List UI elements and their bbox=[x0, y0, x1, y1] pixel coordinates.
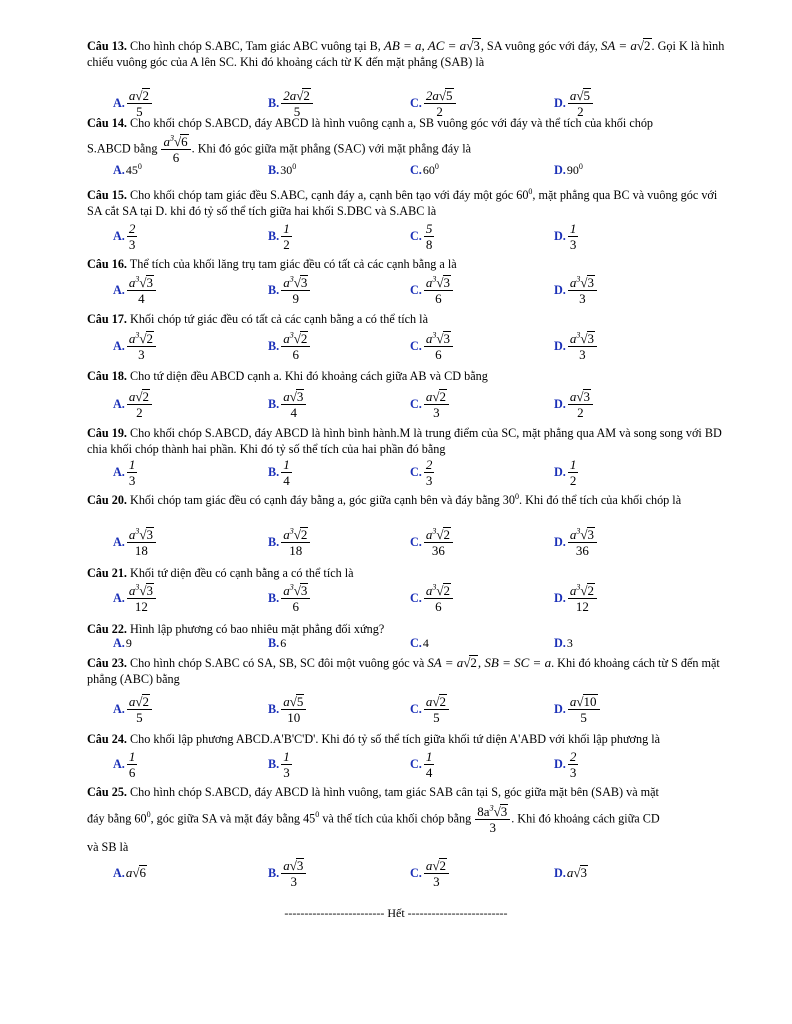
option-d bbox=[554, 582, 598, 614]
option-label: D. bbox=[554, 162, 566, 177]
option-label: D. bbox=[554, 282, 566, 297]
option-a bbox=[113, 220, 138, 252]
option-c bbox=[410, 526, 454, 558]
option-a: A. 9 bbox=[113, 635, 132, 650]
option-label: B. bbox=[268, 228, 280, 243]
fraction: $\frac{a√2}{3}$ bbox=[424, 389, 449, 420]
question-20: Câu 20. Khối chóp tam giác đều có cạnh đáy bằng a, góc giữa cạnh bên và đáy bằng $30^0$. Khi đó thể tích của khối chóp là bbox=[87, 491, 682, 507]
question-25-line3: và SB là bbox=[87, 840, 129, 854]
fraction: $\frac{a√2}{5}$ bbox=[424, 694, 449, 725]
option-c bbox=[410, 330, 454, 362]
option-d bbox=[554, 526, 598, 558]
question-25: Câu 25. Cho hình chóp S.ABCD, đáy ABCD là hình vuông, tam giác SAB cân tại S, góc giữa mặt bên (SAB) và mặt bbox=[87, 785, 659, 799]
option-label: D. bbox=[554, 701, 566, 716]
option-label: C. bbox=[410, 701, 422, 716]
question-14-line2: S.ABCD bằng $\frac{a^3√6}{6}$ . Khi đó góc giữa mặt phẳng (SAC) với mặt phẳng đáy là bbox=[87, 133, 472, 165]
option-b bbox=[268, 526, 311, 558]
fraction: $\frac{1}{2}$ bbox=[569, 456, 577, 488]
fraction: $\frac{2a√5}{2}$ bbox=[424, 88, 456, 119]
option-b bbox=[268, 748, 293, 780]
option-label: D. bbox=[554, 464, 566, 479]
option-a bbox=[113, 582, 157, 614]
question-16: Câu 16. Thể tích của khối lăng trụ tam giác đều có tất cả các cạnh bằng a là bbox=[87, 257, 457, 271]
option-label: C. bbox=[410, 228, 422, 243]
fraction: $\frac{1}{6}$ bbox=[128, 748, 136, 780]
fraction: $\frac{a√3}{4}$ bbox=[281, 389, 306, 420]
fraction: $\frac{a√5}{2}$ bbox=[568, 88, 593, 119]
question-13: Câu 13. Cho hình chóp S.ABC, Tam giác ABC vuông tại B, AB = a, AC = a√3, SA vuông góc với đáy, SA = a√2. Gọi K là hình chiếu vuông góc của A lên SC. Khi đó khoảng cách từ K đến mặt phẳng (SAB) là bbox=[87, 38, 725, 69]
option-label: C. bbox=[410, 396, 422, 411]
option-label: B. bbox=[268, 95, 280, 110]
option-label: B. bbox=[268, 635, 280, 650]
option-label: A. bbox=[113, 865, 125, 880]
option-label: C. bbox=[410, 865, 422, 880]
option-c bbox=[410, 220, 435, 252]
fraction: $\frac{2}{3}$ bbox=[569, 748, 577, 780]
fraction: $\frac{1}{4}$ bbox=[425, 748, 433, 780]
option-label: A. bbox=[113, 534, 125, 549]
question-19: Câu 19. Cho khối chóp S.ABCD, đáy ABCD là hình bình hành.M là trung điểm của SC, mặt phẳng qua AM và song song với BD chia khối chóp thành hai phần. Khi đó tỷ số thể tích của hai phần đó bằng bbox=[87, 426, 722, 456]
option-label: D. bbox=[554, 635, 566, 650]
option-d: D. $90^0$ bbox=[554, 161, 583, 177]
option-label: B. bbox=[268, 865, 280, 880]
option-d: D. 3 bbox=[554, 635, 573, 650]
option-c bbox=[410, 748, 435, 780]
option-label: D. bbox=[554, 95, 566, 110]
option-label: C. bbox=[410, 534, 422, 549]
fraction: $\frac{a√5}{10}$ bbox=[281, 694, 306, 725]
option-label: A. bbox=[113, 635, 125, 650]
option-a bbox=[113, 388, 153, 420]
fraction: $\frac{a^3√3}{9}$ bbox=[281, 275, 310, 306]
option-c bbox=[410, 456, 435, 488]
fraction: $\frac{a^3√2}{12}$ bbox=[568, 583, 597, 614]
fraction: $\frac{a^3√3}{36}$ bbox=[568, 527, 597, 558]
option-label: D. bbox=[554, 396, 566, 411]
option-label: B. bbox=[268, 282, 280, 297]
option-label: B. bbox=[268, 396, 280, 411]
question-23: Câu 23. Cho hình chóp S.ABC có SA, SB, SC đôi một vuông góc và SA = a√2, SB = SC = a. Khi đó khoảng cách từ S đến mặt phẳng (ABC) bằng bbox=[87, 655, 720, 686]
option-label: C. bbox=[410, 282, 422, 297]
option-label: B. bbox=[268, 162, 280, 177]
fraction: $\frac{5}{8}$ bbox=[425, 220, 433, 252]
option-c bbox=[410, 857, 450, 889]
fraction: $\frac{a^3√2}{6}$ bbox=[281, 331, 310, 362]
fraction: $\frac{a√2}{3}$ bbox=[424, 858, 449, 889]
fraction: $\frac{2}{3}$ bbox=[425, 456, 433, 488]
fraction: $\frac{a^3√2}{36}$ bbox=[424, 527, 453, 558]
option-d bbox=[554, 388, 594, 420]
option-b bbox=[268, 220, 293, 252]
option-label: B. bbox=[268, 590, 280, 605]
option-d bbox=[554, 220, 579, 252]
option-label: C. bbox=[410, 635, 422, 650]
option-label: D. bbox=[554, 590, 566, 605]
fraction: $\frac{1}{3}$ bbox=[128, 456, 136, 488]
option-label: B. bbox=[268, 756, 280, 771]
footer-end: ------------------------- Hết ------------------------- bbox=[284, 906, 508, 920]
fraction: $\frac{a√3}{3}$ bbox=[281, 858, 306, 889]
question-14: Câu 14. Cho khối chóp S.ABCD, đáy ABCD là hình vuông cạnh a, SB vuông góc với đáy và thể tích của khối chóp bbox=[87, 116, 654, 130]
question-24: Câu 24. Cho khối lập phương ABCD.A'B'C'D'. Khi đó tỷ số thể tích giữa khối tứ diện A'ABD với khối lập phương là bbox=[87, 732, 661, 746]
fraction: $\frac{a^3√3}{18}$ bbox=[127, 527, 156, 558]
option-label: A. bbox=[113, 590, 125, 605]
fraction: $\frac{1}{4}$ bbox=[283, 456, 290, 488]
option-a: A. a√6 bbox=[113, 865, 146, 880]
option-label: D. bbox=[554, 338, 566, 353]
question-25-line2: đáy bằng $60^0$, góc giữa SA và mặt đáy bằng $45^0$ và thể tích của khối chóp bằng $\frac{8a^3√3}{3}$ . Khi đó khoảng cách giữa CD bbox=[87, 803, 660, 835]
option-d bbox=[554, 456, 579, 488]
option-label: A. bbox=[113, 396, 125, 411]
option-a bbox=[113, 456, 138, 488]
option-b: B. 6 bbox=[268, 635, 287, 650]
option-b bbox=[268, 693, 307, 725]
fraction: $\frac{a^3√3}{3}$ bbox=[568, 275, 597, 306]
option-b bbox=[268, 330, 311, 362]
option-b bbox=[268, 582, 311, 614]
option-b bbox=[268, 456, 293, 488]
option-label: A. bbox=[113, 282, 125, 297]
option-label: C. bbox=[410, 756, 422, 771]
fraction: $\frac{a^3√3}{6}$ bbox=[424, 331, 453, 362]
fraction: $\frac{a^3√3}{3}$ bbox=[568, 331, 597, 362]
fraction: $\frac{a^3√3}{4}$ bbox=[127, 275, 156, 306]
option-d bbox=[554, 693, 601, 725]
question-21: Câu 21. Khối tứ diện đều có cạnh bằng a có thể tích là bbox=[87, 566, 354, 580]
fraction: $\frac{a^3√3}{6}$ bbox=[424, 275, 453, 306]
fraction: $\frac{a^3√3}{6}$ bbox=[281, 583, 310, 614]
option-label: A. bbox=[113, 338, 125, 353]
question-17: Câu 17. Khối chóp tứ giác đều có tất cả các cạnh bằng a có thể tích là bbox=[87, 312, 428, 326]
option-label: B. bbox=[268, 338, 280, 353]
option-a bbox=[113, 748, 138, 780]
option-label: D. bbox=[554, 756, 566, 771]
option-a bbox=[113, 330, 157, 362]
fraction: $\frac{1}{3}$ bbox=[283, 748, 290, 780]
option-b: B. $30^0$ bbox=[268, 161, 297, 177]
option-d bbox=[554, 748, 579, 780]
option-c: C. 4 bbox=[410, 635, 429, 650]
question-22: Câu 22. Hình lập phương có bao nhiêu mặt phẳng đối xứng? bbox=[87, 622, 385, 636]
fraction: $\frac{1}{2}$ bbox=[283, 220, 290, 252]
option-label: C. bbox=[410, 162, 422, 177]
option-a bbox=[113, 526, 157, 558]
option-d bbox=[554, 330, 598, 362]
option-label: A. bbox=[113, 95, 125, 110]
fraction: $\frac{a√2}{5}$ bbox=[127, 88, 152, 119]
option-b bbox=[268, 388, 307, 420]
option-b bbox=[268, 857, 307, 889]
option-c bbox=[410, 388, 450, 420]
question-label: Câu 13. bbox=[87, 39, 127, 53]
option-c: C. $60^0$ bbox=[410, 161, 439, 177]
option-c bbox=[410, 274, 454, 306]
option-label: A. bbox=[113, 464, 125, 479]
option-d: D. a√3 bbox=[554, 865, 587, 880]
option-a: A. $45^0$ bbox=[113, 161, 142, 177]
option-label: A. bbox=[113, 162, 125, 177]
option-label: A. bbox=[113, 701, 125, 716]
fraction: $\frac{a^3√2}{3}$ bbox=[127, 331, 156, 362]
option-a bbox=[113, 274, 157, 306]
fraction: $\frac{a√3}{2}$ bbox=[568, 389, 593, 420]
option-label: D. bbox=[554, 865, 566, 880]
fraction: $\frac{a√10}{5}$ bbox=[568, 694, 600, 725]
option-label: B. bbox=[268, 701, 280, 716]
option-label: C. bbox=[410, 464, 422, 479]
option-c bbox=[410, 582, 454, 614]
option-label: A. bbox=[113, 756, 125, 771]
option-label: D. bbox=[554, 534, 566, 549]
fraction: $\frac{a√2}{2}$ bbox=[127, 389, 152, 420]
option-label: C. bbox=[410, 590, 422, 605]
option-label: B. bbox=[268, 464, 280, 479]
option-b bbox=[268, 274, 311, 306]
option-label: B. bbox=[268, 534, 280, 549]
option-label: C. bbox=[410, 95, 422, 110]
option-label: A. bbox=[113, 228, 125, 243]
fraction: $\frac{a^3√2}{18}$ bbox=[281, 527, 310, 558]
option-a bbox=[113, 693, 153, 725]
fraction: $\frac{2a√2}{5}$ bbox=[281, 88, 313, 119]
fraction: $\frac{a^3√3}{12}$ bbox=[127, 583, 156, 614]
question-18: Câu 18. Cho tứ diện đều ABCD cạnh a. Khi đó khoảng cách giữa AB và CD bằng bbox=[87, 369, 488, 383]
fraction: $\frac{2}{3}$ bbox=[128, 220, 136, 252]
fraction: $\frac{a√2}{5}$ bbox=[127, 694, 152, 725]
fraction: $\frac{1}{3}$ bbox=[569, 220, 577, 252]
option-label: D. bbox=[554, 228, 566, 243]
option-d bbox=[554, 274, 598, 306]
fraction: $\frac{a^3√2}{6}$ bbox=[424, 583, 453, 614]
option-label: C. bbox=[410, 338, 422, 353]
option-c bbox=[410, 693, 450, 725]
question-15: Câu 15. Cho khối chóp tam giác đều S.ABC, cạnh đáy a, cạnh bên tạo với đáy một góc $60^0$, mặt phẳng qua BC và vuông góc với SA cắt SA tại D. khi đó tỷ số thể tích giữa hai khối S.DBC và S.ABC là bbox=[87, 186, 718, 218]
